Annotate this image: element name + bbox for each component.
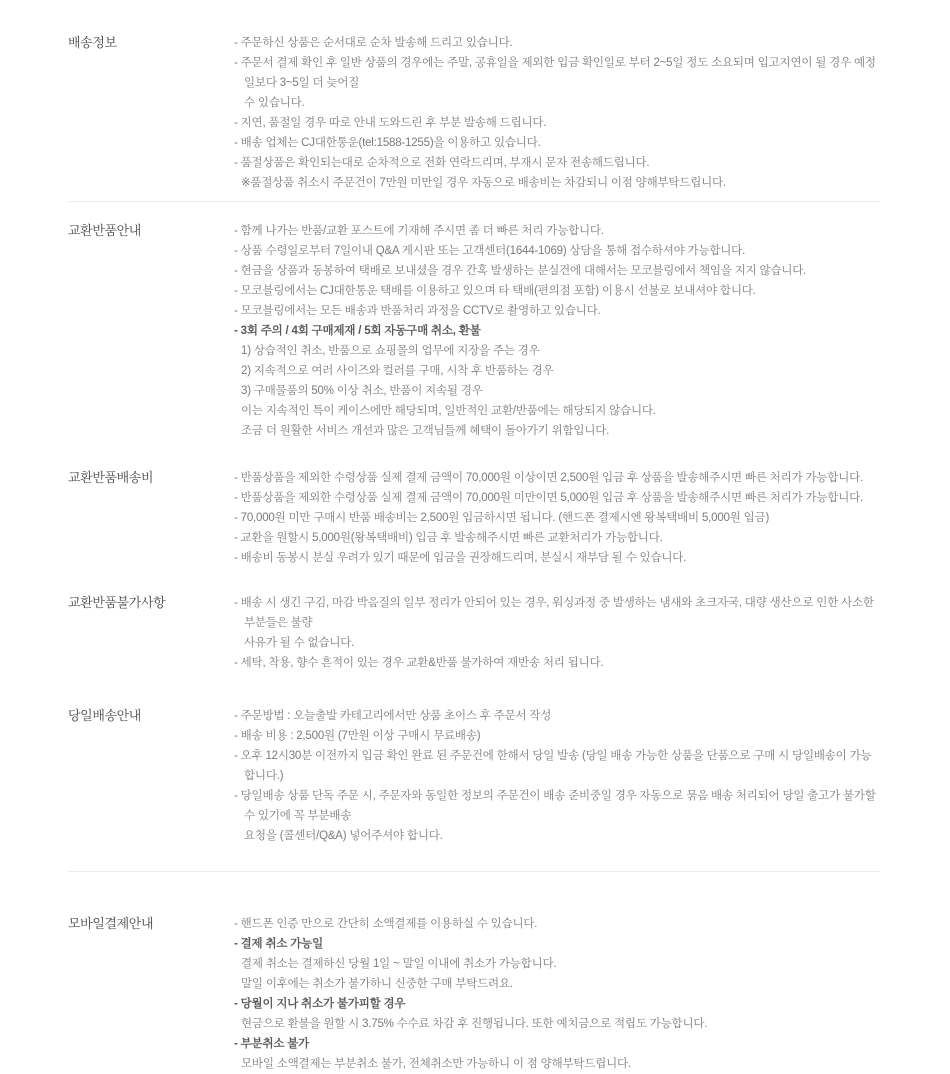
info-line: - 반품상품을 제외한 수령상품 실제 결제 금액이 70,000원 미만이면 5,000원 입금 후 상품을 발송해주시면 빠른 처리가 가능합니다. [234,492,864,504]
section-title-same-day-shipping: 당일배송안내 [68,708,141,723]
section-content-exchange-return-fee [234,468,880,568]
info-line: - 배송 시 생긴 구김, 마감 박음질의 일부 정리가 안되어 있는 경우, 워싱과정 중 발생하는 냄새와 초크자국, 대량 생산으로 인한 사소한 부분들은 불량 [234,597,874,629]
info-sections [68,33,880,1074]
section-title-exchange-return-not-allowed: 교환반품불가사항 [68,595,166,610]
section-content-same-day-shipping [234,706,880,846]
section-content-exchange-return-guide [234,221,880,441]
info-line: 말일 이후에는 취소가 불가하니 신중한 구매 부탁드려요. [241,978,513,990]
info-line: - 주문서 결제 확인 후 일반 상품의 경우에는 주말, 공휴일을 제외한 입금 확인일로 부터 2~5일 정도 소요되며 입고지연이 될 경우 예정일보다 3~5일 더 늦어질 [234,57,876,89]
info-line: - 부분취소 불가 [234,1038,310,1050]
info-line: - 품절상품은 확인되는대로 순차적으로 전화 연락드리며, 부재시 문자 전송해드립니다. [234,157,650,169]
section-mobile-payment [68,914,880,1074]
section-title-exchange-return-fee: 교환반품배송비 [68,470,154,485]
section-same-day-shipping [68,706,880,846]
section-content-mobile-payment [234,914,880,1074]
info-line: 수 있습니다. [244,97,305,109]
section-exchange-return-fee [68,468,880,568]
info-line: - 배송 업체는 CJ대한통운(tel:1588-1255)을 이용하고 있습니다. [234,137,541,149]
info-line: - 배송 비용 : 2,500원 (7만원 이상 구매시 무료배송) [234,730,481,742]
info-line: 조금 더 원활한 서비스 개선과 많은 고객님들께 혜택이 돌아가기 위함입니다. [241,425,610,437]
info-line: 모바일 소액결제는 부분취소 불가, 전체취소만 가능하니 이 점 양해부탁드립니다. [241,1058,631,1070]
info-line: 현금으로 환불을 원할 시 3.75% 수수료 차감 후 진행됩니다. 또한 예치금으로 적립도 가능합니다. [241,1018,708,1030]
info-line: 2) 지속적으로 여러 사이즈와 컬러를 구매, 시착 후 반품하는 경우 [241,365,554,377]
info-line: - 당일배송 상품 단독 주문 시, 주문자와 동일한 정보의 주문건이 배송 준비중일 경우 자동으로 묶음 배송 처리되어 당일 출고가 불가할 수 있기에 꼭 부분배송 [234,790,876,822]
info-line: 결제 취소는 결제하신 당월 1일 ~ 말일 이내에 취소가 가능합니다. [241,958,557,970]
info-line: 사유가 될 수 없습니다. [244,637,355,649]
info-line: 1) 상습적인 취소, 반품으로 쇼핑몰의 업무에 지장을 주는 경우 [241,345,540,357]
info-line: - 교환을 원할시 5,000원(왕복택배비) 입금 후 발송해주시면 빠른 교환처리가 가능합니다. [234,532,663,544]
section-title-mobile-payment: 모바일결제안내 [68,916,154,931]
section-divider [68,871,880,872]
info-line: - 주문방법 : 오늘출발 카테고리에서만 상품 초이스 후 주문서 작성 [234,710,552,722]
info-line: - 3회 주의 / 4회 구매제재 / 5회 자동구매 취소, 환불 [234,325,481,337]
info-line: 이는 지속적인 특이 케이스에만 해당되며, 일반적인 교환/반품에는 해당되지 않습니다. [241,405,656,417]
info-line: - 상품 수령일로부터 7일이내 Q&A 게시판 또는 고객센터(1644-1069) 상담을 통해 접수하셔야 가능합니다. [234,245,746,257]
info-line: - 세탁, 착용, 향수 흔적이 있는 경우 교환&반품 불가하여 재반송 처리 됩니다. [234,657,604,669]
section-divider [68,201,880,202]
section-exchange-return-guide [68,221,880,441]
section-content-exchange-return-not-allowed [234,593,880,673]
info-line: - 현금을 상품과 동봉하여 택배로 보내셨을 경우 간혹 발생하는 분실건에 대해서는 모코블링에서 책임을 지지 않습니다. [234,265,807,277]
info-line: - 배송비 동봉시 분실 우려가 있기 때문에 입금을 권장해드리며, 분실시 재부담 될 수 있습니다. [234,552,687,564]
info-line: 요청을 (콜센터/Q&A) 넣어주셔야 합니다. [244,830,443,842]
section-title-exchange-return-guide: 교환반품안내 [68,223,141,238]
section-content-shipping-info [234,33,880,193]
info-line: 3) 구매물품의 50% 이상 취소, 반품이 지속될 경우 [241,385,483,397]
info-line: - 함께 나가는 반품/교환 포스트에 기재해 주시면 좀 더 빠른 처리 가능합니다. [234,225,604,237]
info-line: - 주문하신 상품은 순서대로 순차 발송해 드리고 있습니다. [234,37,513,49]
info-line: - 모코블링에서는 CJ대한통운 택배를 이용하고 있으며 타 택배(편의점 포함) 이용시 선불로 보내셔야 합니다. [234,285,756,297]
info-line: - 당월이 지나 취소가 불가피할 경우 [234,998,406,1010]
info-line: - 70,000원 미만 구매시 반품 배송비는 2,500원 입금하시면 됩니다. (핸드폰 결제시엔 왕복택배비 5,000원 입금) [234,512,770,524]
info-line: - 지연, 품절일 경우 따로 안내 도와드린 후 부분 발송해 드립니다. [234,117,547,129]
info-line: - 핸드폰 인증 만으로 간단히 소액결제를 이용하실 수 있습니다. [234,918,538,930]
info-line: - 결제 취소 가능일 [234,938,323,950]
section-exchange-return-not-allowed [68,593,880,673]
section-title-shipping-info: 배송정보 [68,35,117,50]
info-line: - 모코블링에서는 모든 배송과 반품처리 과정을 CCTV로 촬영하고 있습니다. [234,305,601,317]
section-shipping-info [68,33,880,193]
info-line: - 반품상품을 제외한 수령상품 실제 결제 금액이 70,000원 이상이면 2,500원 입금 후 상품을 발송해주시면 빠른 처리가 가능합니다. [234,472,864,484]
info-line: - 오후 12시30분 이전까지 입금 확인 완료 된 주문건에 한해서 당일 발송 (당일 배송 가능한 상품을 단품으로 구매 시 당일배송이 가능합니다.) [234,750,872,782]
info-line: ※품절상품 취소시 주문건이 7만원 미만일 경우 자동으로 배송비는 차감되니 이점 양해부탁드립니다. [241,177,726,189]
